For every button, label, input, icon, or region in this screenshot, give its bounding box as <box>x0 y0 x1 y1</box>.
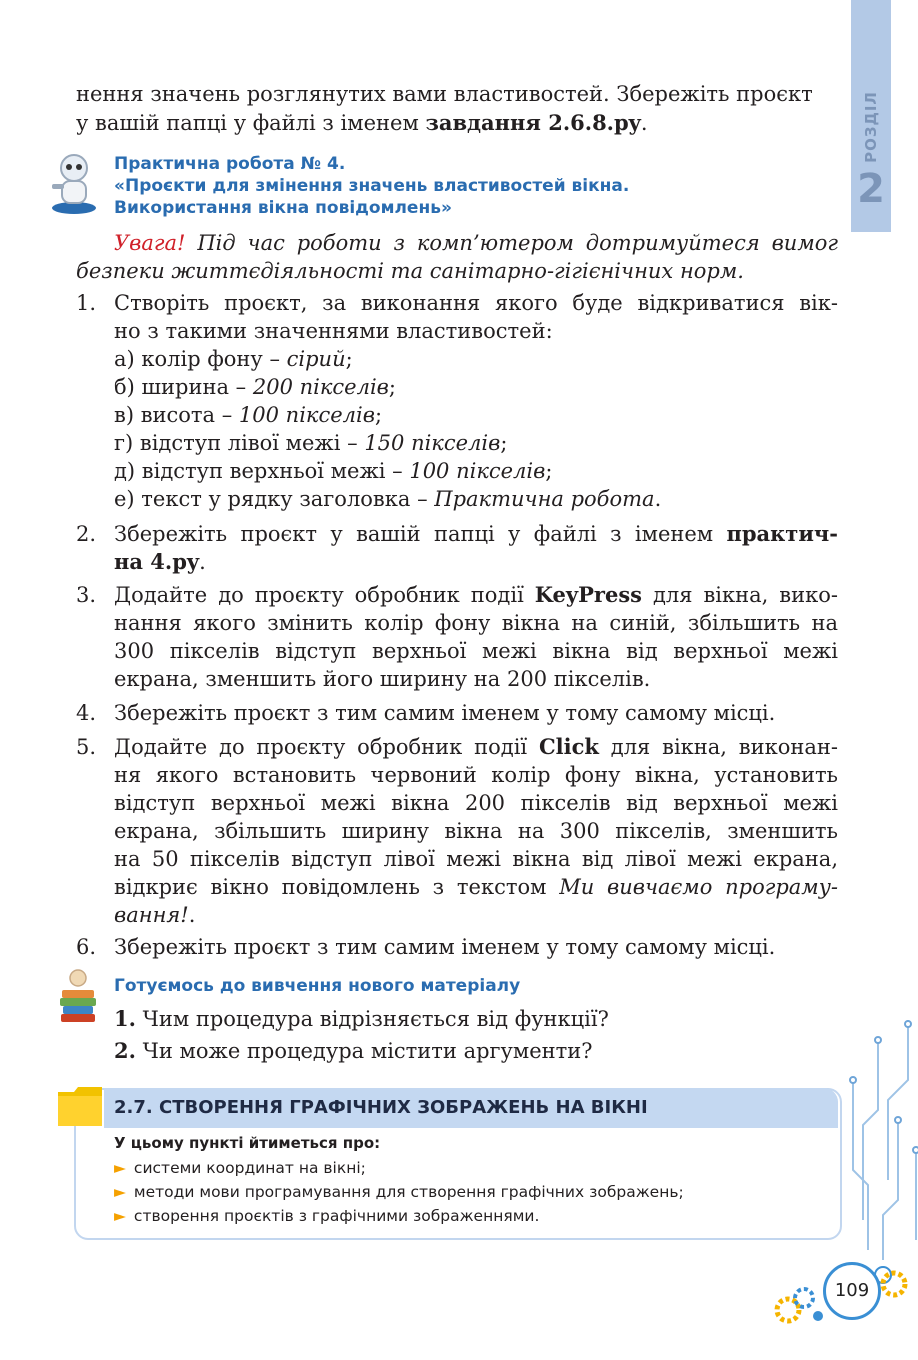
task-2: 2. Збережіть проєкт у вашій папці у файлі з іменем практич- на 4.py. <box>76 521 838 574</box>
task-5: 5. Додайте до проєкту обробник події Click для вікна, виконан- ня якого встановить червоний колір фону вікна, установить відступ верхньої межі вікна 200 пікселів від верхньої межі екрана, збільшить ширину вікна на 300 пікселів, зменшить на 50 пікселів відступ лівої межі вікна від лівої межі екрана, відкриє вікно повідомлень з текстом Ми вивчаємо програму- вання!. <box>76 734 838 927</box>
warning-line-1: Увага! Під час роботи з комп’ютером дотримуйтеся вимог <box>114 231 838 255</box>
prep-title: Готуємось до вивчення нового матеріалу <box>114 976 521 996</box>
subitem-a: а) колір фону – сірий; <box>114 347 353 371</box>
chapter-tab-label: РОЗДІЛ <box>862 91 880 163</box>
intro-line-2: у вашій папці у файлі з іменем завдання 2.6.8.py. <box>76 110 648 135</box>
subitem-e: д) відступ верхньої межі – 100 пікселів; <box>114 459 553 483</box>
task-4: 4. Збережіть проєкт з тим самим іменем у тому самому місці. <box>76 701 776 725</box>
section-bullet-1: ► системи координат на вікні; <box>114 1159 366 1177</box>
subitem-c: в) висота – 100 пікселів; <box>114 403 383 427</box>
section-bullet-2: ► методи мови програмування для створення графічних зображень; <box>114 1183 684 1201</box>
warning-line-2: безпеки життєдіяльності та санітарно-гігієнічних норм. <box>76 259 744 283</box>
subitem-b: б) ширина – 200 пікселів; <box>114 375 396 399</box>
books-icon <box>56 968 100 1026</box>
prep-question-2: 2. Чи може процедура містити аргументи? <box>114 1038 593 1063</box>
subitem-f: е) текст у рядку заголовка – Практична робота. <box>114 487 662 511</box>
section-intro: У цьому пункті йтиметься про: <box>114 1134 381 1152</box>
task-1: 1. Створіть проєкт, за виконання якого буде відкриватися вік- но з такими значеннями властивостей: <box>76 291 838 343</box>
section-title: 2.7. СТВОРЕННЯ ГРАФІЧНИХ ЗОБРАЖЕНЬ НА ВІКНІ <box>114 1097 648 1118</box>
chapter-tab-number: 2 <box>857 166 885 212</box>
practical-work-title: Практична робота № 4. «Проєкти для змінення значень властивостей вікна. Використання вікна повідомлень» <box>114 154 630 218</box>
section-bullet-3: ► створення проєктів з графічними зображеннями. <box>114 1207 540 1225</box>
robot-icon <box>48 150 100 216</box>
task-3: 3. Додайте до проєкту обробник події KeyPress для вікна, вико- нання якого змінить колір фону вікна на синій, збільшить на 300 пікселів відступ верхньої межі вікна від верхньої межі екрана, зменшить його ширину на 200 пікселів. <box>76 582 838 691</box>
prep-question-1: 1. Чим процедура відрізняється від функції? <box>114 1006 609 1031</box>
folder-icon <box>56 1084 104 1128</box>
intro-line-1: нення значень розглянутих вами властивостей. Збережіть проєкт <box>76 82 813 106</box>
subitem-d: г) відступ лівої межі – 150 пікселів; <box>114 431 508 455</box>
page-number: 109 <box>823 1262 881 1320</box>
task-6: 6. Збережіть проєкт з тим самим іменем у тому самому місці. <box>76 935 776 959</box>
